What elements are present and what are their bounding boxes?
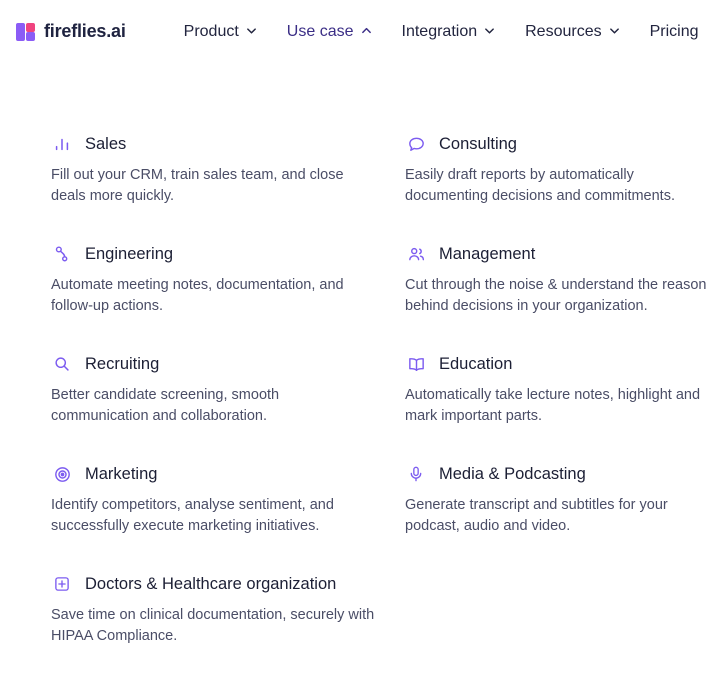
target-icon — [51, 463, 73, 485]
chevron-down-icon — [246, 25, 257, 36]
people-icon — [405, 243, 427, 265]
chat-bubble-icon — [405, 133, 427, 155]
use-case-description: Generate transcript and subtitles for your podcast, audio and video. — [405, 497, 668, 534]
use-case-title: Media & Podcasting — [439, 464, 586, 483]
brand-name: fireflies.ai — [44, 21, 126, 41]
top-navigation-bar — [0, 0, 727, 63]
nav-item-label: Integration — [401, 22, 478, 40]
use-case-description: Easily draft reports by automatically documenting decisions and commitments. — [405, 167, 675, 204]
use-case-title: Education — [439, 354, 513, 373]
use-case-title: Marketing — [85, 464, 158, 483]
use-case-item-consulting[interactable] — [405, 133, 725, 207]
bar-chart-icon — [51, 133, 73, 155]
book-icon — [405, 353, 427, 375]
nav-item-integration[interactable] — [402, 12, 496, 52]
use-case-item-education[interactable] — [405, 353, 725, 427]
microphone-icon — [405, 463, 427, 485]
use-case-description: Cut through the noise & understand the reason behind decisions in your organization. — [405, 277, 707, 314]
use-case-item-media-podcasting[interactable] — [405, 463, 725, 537]
brand-logo[interactable] — [16, 21, 126, 42]
use-case-item-management[interactable] — [405, 243, 725, 317]
nav-items — [184, 12, 699, 52]
search-icon — [51, 353, 73, 375]
fireflies-logo-icon — [16, 22, 36, 42]
medical-cross-icon — [51, 573, 73, 595]
nav-item-label: Product — [183, 22, 239, 40]
use-case-item-sales[interactable] — [51, 133, 371, 207]
use-case-title: Sales — [85, 134, 127, 153]
use-case-title: Consulting — [439, 134, 517, 153]
use-case-item-marketing[interactable] — [51, 463, 371, 537]
use-case-description: Automatically take lecture notes, highlight and mark important parts. — [405, 387, 701, 424]
use-case-description: Identify competitors, analyse sentiment, and successfully execute marketing initiatives. — [51, 497, 334, 534]
use-case-title: Doctors & Healthcare organization — [85, 574, 337, 593]
nav-item-label: Pricing — [649, 22, 699, 40]
wrench-icon — [51, 243, 73, 265]
use-case-item-recruiting[interactable] — [51, 353, 371, 427]
nav-item-label: Resources — [525, 22, 602, 40]
use-case-dropdown-panel — [0, 63, 727, 685]
use-case-title: Recruiting — [85, 354, 160, 373]
nav-item-label: Use case — [286, 22, 354, 40]
use-case-item-doctors-healthcare[interactable] — [51, 573, 391, 647]
use-case-title: Management — [439, 244, 536, 263]
use-case-grid — [0, 99, 727, 683]
use-case-description: Better candidate screening, smooth communication and collaboration. — [51, 387, 280, 424]
chevron-down-icon — [484, 25, 495, 36]
use-case-description: Automate meeting notes, documentation, and follow-up actions. — [51, 277, 344, 314]
chevron-up-icon — [361, 25, 372, 36]
nav-item-resources[interactable] — [525, 12, 619, 52]
use-case-title: Engineering — [85, 244, 174, 263]
chevron-down-icon — [609, 25, 620, 36]
nav-item-use-case[interactable] — [287, 12, 372, 52]
use-case-item-engineering[interactable] — [51, 243, 371, 317]
nav-item-product[interactable] — [184, 12, 257, 52]
nav-item-pricing[interactable] — [650, 12, 699, 52]
use-case-description: Fill out your CRM, train sales team, and close deals more quickly. — [51, 167, 344, 204]
use-case-description: Save time on clinical documentation, securely with HIPAA Compliance. — [51, 607, 375, 644]
